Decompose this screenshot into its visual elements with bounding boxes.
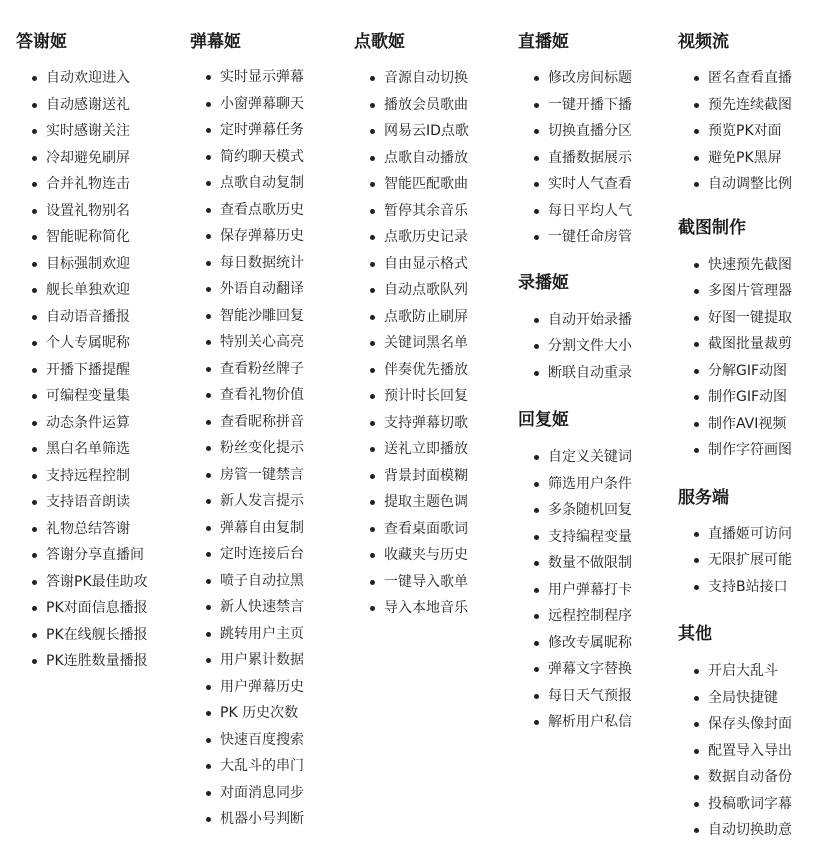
feature-item: 智能昵称简化 — [16, 224, 148, 251]
feature-item: 答谢分享直播间 — [16, 542, 148, 569]
feature-item: 查看昵称拼音 — [190, 409, 304, 436]
feature-item: 快速预先截图 — [678, 252, 792, 279]
feature-item: 自定义关键词 — [518, 444, 632, 471]
feature-item: 点歌自动播放 — [354, 145, 469, 172]
feature-item: 喷子自动拉黑 — [190, 568, 304, 595]
feature-item: 自动开始录播 — [518, 307, 632, 334]
feature-item: 用户弹幕历史 — [190, 674, 304, 701]
feature-item: 分解GIF动图 — [678, 358, 792, 385]
feature-item: PK连胜数量播报 — [16, 648, 148, 675]
feature-item: 收藏夹与历史 — [354, 542, 469, 569]
feature-item: 截图批量裁剪 — [678, 331, 792, 358]
feature-item: 背景封面模糊 — [354, 463, 469, 490]
feature-item: 实时人气查看 — [518, 171, 632, 198]
section-title-luboji: 录播姬 — [518, 272, 569, 293]
feature-item: 答谢PK最佳助攻 — [16, 569, 148, 596]
feature-item: 直播姬可访问 — [678, 521, 792, 548]
feature-item: 礼物总结答谢 — [16, 516, 148, 543]
feature-item: 关键词黑名单 — [354, 330, 469, 357]
feature-item: 舰长单独欢迎 — [16, 277, 148, 304]
column-4 — [518, 32, 632, 736]
column-5 — [678, 32, 792, 844]
feature-item: 制作字符画图 — [678, 437, 792, 464]
feature-item: 新人快速禁言 — [190, 594, 304, 621]
feature-item: 智能匹配歌曲 — [354, 171, 469, 198]
feature-item: 可编程变量集 — [16, 383, 148, 410]
feature-item: 预先连续截图 — [678, 92, 792, 119]
feature-item: 修改房间标题 — [518, 65, 632, 92]
feature-item: PK 历史次数 — [190, 700, 304, 727]
column-3 — [354, 32, 469, 622]
feature-item: 动态条件运算 — [16, 410, 148, 437]
feature-item: 直播数据展示 — [518, 145, 632, 172]
feature-item: 筛选用户条件 — [518, 471, 632, 498]
feature-item: 投稿歌词字幕 — [678, 791, 792, 818]
feature-item: 黑白名单筛选 — [16, 436, 148, 463]
feature-item: 简约聊天模式 — [190, 144, 304, 171]
feature-item: 提取主题色调 — [354, 489, 469, 516]
feature-item: 大乱斗的串门 — [190, 753, 304, 780]
feature-item: 远程控制程序 — [518, 603, 632, 630]
feature-list-fuwuduan — [678, 521, 792, 601]
feature-item: 自动语音播报 — [16, 304, 148, 331]
feature-item: 实时感谢关注 — [16, 118, 148, 145]
feature-item: 点歌防止刷屏 — [354, 304, 469, 331]
feature-item: 支持编程变量 — [518, 524, 632, 551]
feature-item: 全局快捷键 — [678, 685, 792, 712]
feature-list-huifuji — [518, 444, 632, 736]
feature-item: 每日天气预报 — [518, 683, 632, 710]
feature-item: 保存弹幕历史 — [190, 223, 304, 250]
feature-item: 分割文件大小 — [518, 333, 632, 360]
feature-item: 数量不做限制 — [518, 550, 632, 577]
feature-item: 送礼立即播放 — [354, 436, 469, 463]
feature-item: 查看桌面歌词 — [354, 516, 469, 543]
feature-item: 保存头像封面 — [678, 711, 792, 738]
feature-item: 小窗弹幕聊天 — [190, 91, 304, 118]
column-2 — [190, 32, 304, 833]
feature-item: 自动感谢送礼 — [16, 92, 148, 119]
feature-list-shipinliu — [678, 65, 792, 198]
feature-item: 播放会员歌曲 — [354, 92, 469, 119]
section-title-diangeji: 点歌姬 — [354, 32, 405, 52]
feature-item: 制作AVI视频 — [678, 411, 792, 438]
feature-item: 查看点歌历史 — [190, 197, 304, 224]
feature-item: 定时连接后台 — [190, 541, 304, 568]
feature-item: 支持远程控制 — [16, 463, 148, 490]
feature-item: 合并礼物连击 — [16, 171, 148, 198]
feature-item: 用户累计数据 — [190, 647, 304, 674]
feature-item: 冷却避免刷屏 — [16, 145, 148, 172]
feature-item: 支持弹幕切歌 — [354, 410, 469, 437]
feature-item: 数据自动备份 — [678, 764, 792, 791]
section-title-shipinliu: 视频流 — [678, 32, 729, 52]
feature-item: 好图一键提取 — [678, 305, 792, 332]
feature-item: 一键开播下播 — [518, 92, 632, 119]
feature-item: 伴奏优先播放 — [354, 357, 469, 384]
section-title-qita: 其他 — [678, 624, 712, 644]
feature-item: PK在线舰长播报 — [16, 622, 148, 649]
feature-item: 预览PK对面 — [678, 118, 792, 145]
feature-item: 自动点歌队列 — [354, 277, 469, 304]
feature-item: 个人专属昵称 — [16, 330, 148, 357]
feature-item: 定时弹幕任务 — [190, 117, 304, 144]
feature-item: 目标强制欢迎 — [16, 251, 148, 278]
feature-item: 解析用户私信 — [518, 709, 632, 736]
feature-item: 对面消息同步 — [190, 780, 304, 807]
feature-item: 用户弹幕打卡 — [518, 577, 632, 604]
feature-item: 无限扩展可能 — [678, 547, 792, 574]
section-title-huifuji: 回复姬 — [518, 410, 569, 430]
section-title-zhiboji: 直播姬 — [518, 32, 569, 52]
feature-item: 切换直播分区 — [518, 118, 632, 145]
feature-item: 弹幕自由复制 — [190, 515, 304, 542]
feature-item: 制作GIF动图 — [678, 384, 792, 411]
feature-item: 支持语音朗读 — [16, 489, 148, 516]
feature-item: 点歌历史记录 — [354, 224, 469, 251]
feature-item: 自动切换助意 — [678, 817, 792, 844]
feature-item: 支持B站接口 — [678, 574, 792, 601]
section-title-fuwuduan: 服务端 — [678, 487, 729, 508]
feature-list-zhiboji — [518, 65, 632, 251]
section-title-jietu: 截图制作 — [678, 217, 746, 238]
feature-item: 开启大乱斗 — [678, 658, 792, 685]
feature-item: 匿名查看直播 — [678, 65, 792, 92]
feature-item: 导入本地音乐 — [354, 595, 469, 622]
column-1 — [16, 32, 148, 675]
feature-item: 新人发言提示 — [190, 488, 304, 515]
feature-item: 每日数据统计 — [190, 250, 304, 277]
feature-item: 特别关心高亮 — [190, 329, 304, 356]
feature-item: 暂停其余音乐 — [354, 198, 469, 225]
feature-list-qita — [678, 658, 792, 844]
feature-item: 一键任命房管 — [518, 224, 632, 251]
feature-item: 断联自动重录 — [518, 360, 632, 387]
feature-item: 跳转用户主页 — [190, 621, 304, 648]
feature-item: 设置礼物别名 — [16, 198, 148, 225]
feature-item: 开播下播提醒 — [16, 357, 148, 384]
feature-list-luboji — [518, 307, 632, 387]
section-title-dajiji: 答谢姬 — [16, 32, 67, 52]
feature-list-dajiji — [16, 65, 148, 675]
section-title-danmuji: 弹幕姬 — [190, 32, 241, 52]
feature-item: 实时显示弹幕 — [190, 64, 304, 91]
feature-list-danmuji — [190, 64, 304, 833]
feature-item: 弹幕文字替换 — [518, 656, 632, 683]
feature-item: 配置导入导出 — [678, 738, 792, 765]
feature-list-jietu — [678, 252, 792, 464]
feature-item: 多图片管理器 — [678, 278, 792, 305]
feature-item: 多条随机回复 — [518, 497, 632, 524]
feature-item: 查看礼物价值 — [190, 382, 304, 409]
feature-item: 房管一键禁言 — [190, 462, 304, 489]
feature-item: 网易云ID点歌 — [354, 118, 469, 145]
feature-item: 预计时长回复 — [354, 383, 469, 410]
feature-item: 避免PK黑屏 — [678, 145, 792, 172]
feature-item: 查看粉丝牌子 — [190, 356, 304, 383]
feature-item: 点歌自动复制 — [190, 170, 304, 197]
feature-item: PK对面信息播报 — [16, 595, 148, 622]
feature-item: 自由显示格式 — [354, 251, 469, 278]
feature-item: 每日平均人气 — [518, 198, 632, 225]
feature-item: 粉丝变化提示 — [190, 435, 304, 462]
feature-item: 自动欢迎进入 — [16, 65, 148, 92]
feature-list-diangeji — [354, 65, 469, 622]
feature-item: 快速百度搜索 — [190, 727, 304, 754]
feature-item: 一键导入歌单 — [354, 569, 469, 596]
feature-item: 机器小号判断 — [190, 806, 304, 833]
feature-item: 外语自动翻译 — [190, 276, 304, 303]
feature-item: 自动调整比例 — [678, 171, 792, 198]
feature-item: 音源自动切换 — [354, 65, 469, 92]
feature-item: 修改专属昵称 — [518, 630, 632, 657]
feature-item: 智能沙雕回复 — [190, 303, 304, 330]
